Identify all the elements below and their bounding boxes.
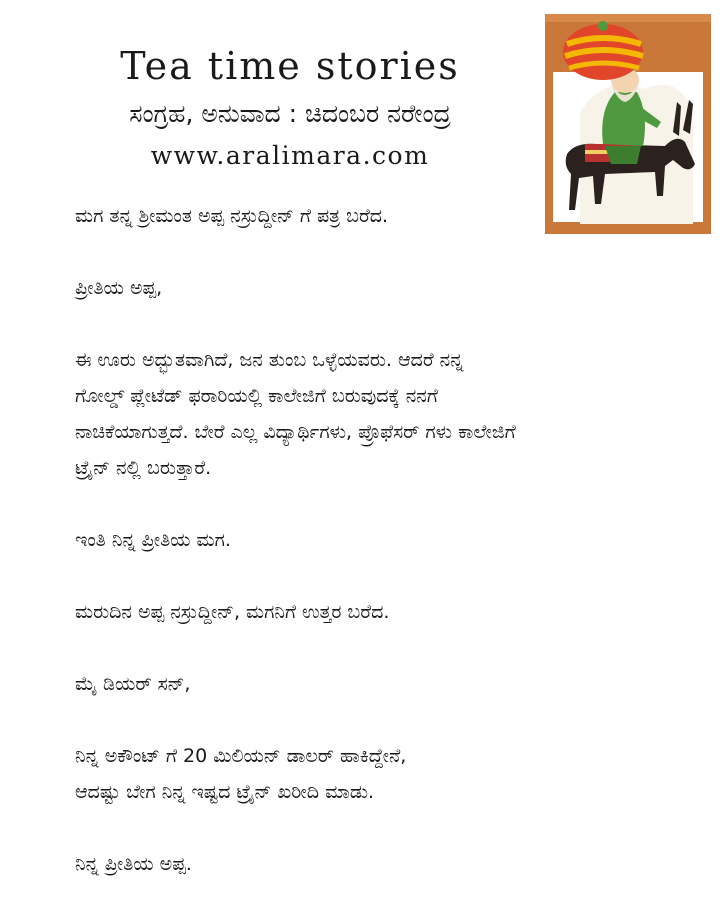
- letter1-signoff: ಇಂತಿ ನಿನ್ನ ಪ್ರೀತಿಯ ಮಗ.: [75, 529, 231, 551]
- letter2-signoff: ನಿನ್ನ ಪ್ರೀತಿಯ ಅಪ್ಪ.: [75, 853, 192, 875]
- letter2-greeting: ಮೈ ಡಿಯರ್ ಸನ್,: [75, 673, 191, 695]
- page-title: Tea time stories: [120, 44, 460, 88]
- header: [40, 40, 540, 176]
- website-url: www.aralimara.com: [150, 141, 430, 170]
- reply-intro: ಮರುದಿನ ಅಪ್ಪ ನಸ್ರುದ್ದೀನ್, ಮಗನಿಗೆ ಉತ್ತರ ಬರೆದ.: [75, 601, 390, 623]
- subtitle: ಸಂಗ್ರಹ, ಅನುವಾದ : ಚಿದಂಬರ ನರೇಂದ್ರ: [129, 99, 451, 128]
- letter1-greeting: ಪ್ರೀತಿಯ ಅಪ್ಪ,: [75, 277, 163, 299]
- letter1-line: ಗೋಲ್ಡ್ ಪ್ಲೇಟೆಡ್ ಫರಾರಿಯಲ್ಲಿ ಕಾಲೇಜಿಗೆ ಬರುವುದಕ್ಕೆ ನನಗೆ: [75, 385, 438, 407]
- story-text: [75, 198, 675, 918]
- letter1-line: ಟ್ರೈನ್ ನಲ್ಲಿ ಬರುತ್ತಾರೆ.: [75, 457, 212, 479]
- letter1-line: ನಾಚಿಕೆಯಾಗುತ್ತದೆ. ಬೇರೆ ಎಲ್ಲ ವಿದ್ಯಾರ್ಥಿಗಳು, ಪ್ರೊಫೆಸರ್ ಗಳು ಕಾಲೇಜಿಗೆ: [75, 421, 516, 443]
- letter1-body: [75, 342, 675, 486]
- letter2-body: [75, 738, 675, 810]
- letter2-line: ನಿನ್ನ ಅಕೌಂಟ್ ಗೆ 20 ಮಿಲಿಯನ್ ಡಾಲರ್ ಹಾಕಿದ್ದೇನೆ,: [75, 745, 407, 767]
- letter2-line: ಆದಷ್ಟು ಬೇಗ ನಿನ್ನ ಇಷ್ಟದ ಟ್ರೈನ್ ಖರೀದಿ ಮಾಡು.: [75, 781, 375, 803]
- letter1-line: ಈ ಊರು ಅದ್ಭುತವಾಗಿದೆ, ಜನ ತುಂಬ ಒಳ್ಳೆಯವರು. ಆದರೆ ನನ್ನ: [75, 349, 464, 371]
- story-intro: ಮಗ ತನ್ನ ಶ್ರೀಮಂತ ಅಪ್ಪ ನಸ್ರುದ್ದೀನ್ ಗೆ ಪತ್ರ ಬರೆದ.: [75, 205, 389, 227]
